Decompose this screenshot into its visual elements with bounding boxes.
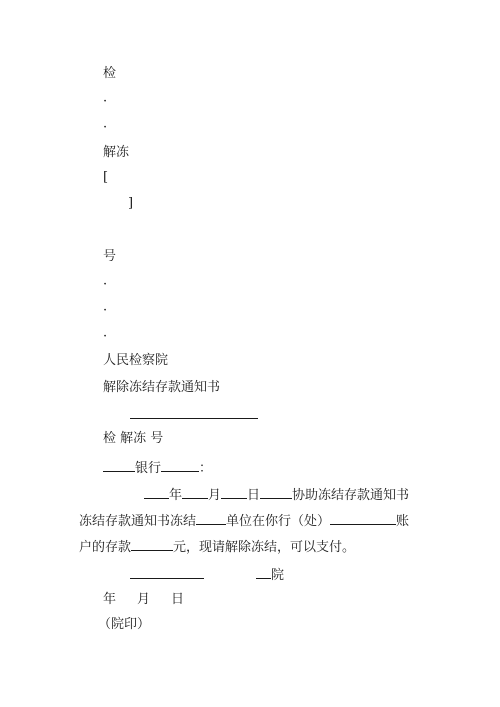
day-blank: [221, 486, 247, 499]
body-line-3: [79, 538, 355, 556]
body-text: 户的存款: [79, 540, 132, 555]
colon: ：: [199, 461, 213, 476]
body-line-1: [144, 486, 409, 504]
number-blank-line: [130, 418, 258, 419]
body-text: 账: [396, 514, 410, 529]
date-month: 月: [137, 592, 151, 607]
fragment-jiedong: 解冻: [103, 145, 130, 160]
dot-mark: ·: [103, 94, 108, 109]
body-text: 冻结存款通知书冻结: [79, 514, 197, 529]
dot-mark: ·: [103, 277, 108, 292]
signer-blank: [130, 566, 204, 579]
addressee-line: [103, 459, 212, 477]
notice-blank: [260, 486, 292, 499]
bank-suffix: 银行: [135, 461, 162, 476]
fragment-jian: 检: [103, 66, 117, 81]
bank-branch-blank: [161, 459, 199, 472]
body-line-2: [79, 512, 409, 530]
month-blank: [182, 486, 208, 499]
bank-name-blank: [103, 459, 135, 472]
account-blank: [330, 512, 396, 525]
document-title: 解除冻结存款通知书: [103, 380, 221, 395]
amount-blank: [131, 538, 173, 551]
dot-mark: ·: [103, 303, 108, 318]
number-line: 检 解冻 号: [103, 431, 164, 446]
body-text: 元，现请解除冻结，可以支付。: [173, 540, 356, 555]
date-year: 年: [103, 592, 117, 607]
year-label: 年: [169, 488, 183, 503]
dot-mark: ·: [103, 329, 108, 344]
bracket-open: [: [103, 170, 109, 185]
bracket-close: ]: [128, 196, 134, 211]
unit-blank: [196, 512, 226, 525]
court-line: [130, 566, 284, 584]
organization-name: 人民检察院: [103, 353, 169, 368]
month-label: 月: [208, 488, 222, 503]
seal-note: （院印）: [98, 617, 151, 632]
court-name-blank: [256, 566, 271, 579]
date-day: 日: [171, 592, 185, 607]
year-blank: [144, 486, 169, 499]
body-text: 单位在你行（处）: [226, 514, 331, 529]
day-label: 日: [247, 488, 261, 503]
fragment-hao: 号: [103, 249, 117, 264]
dot-mark: ·: [103, 120, 108, 135]
notice-text: 协助冻结存款通知书: [292, 488, 410, 503]
court-suffix: 院: [271, 568, 285, 583]
